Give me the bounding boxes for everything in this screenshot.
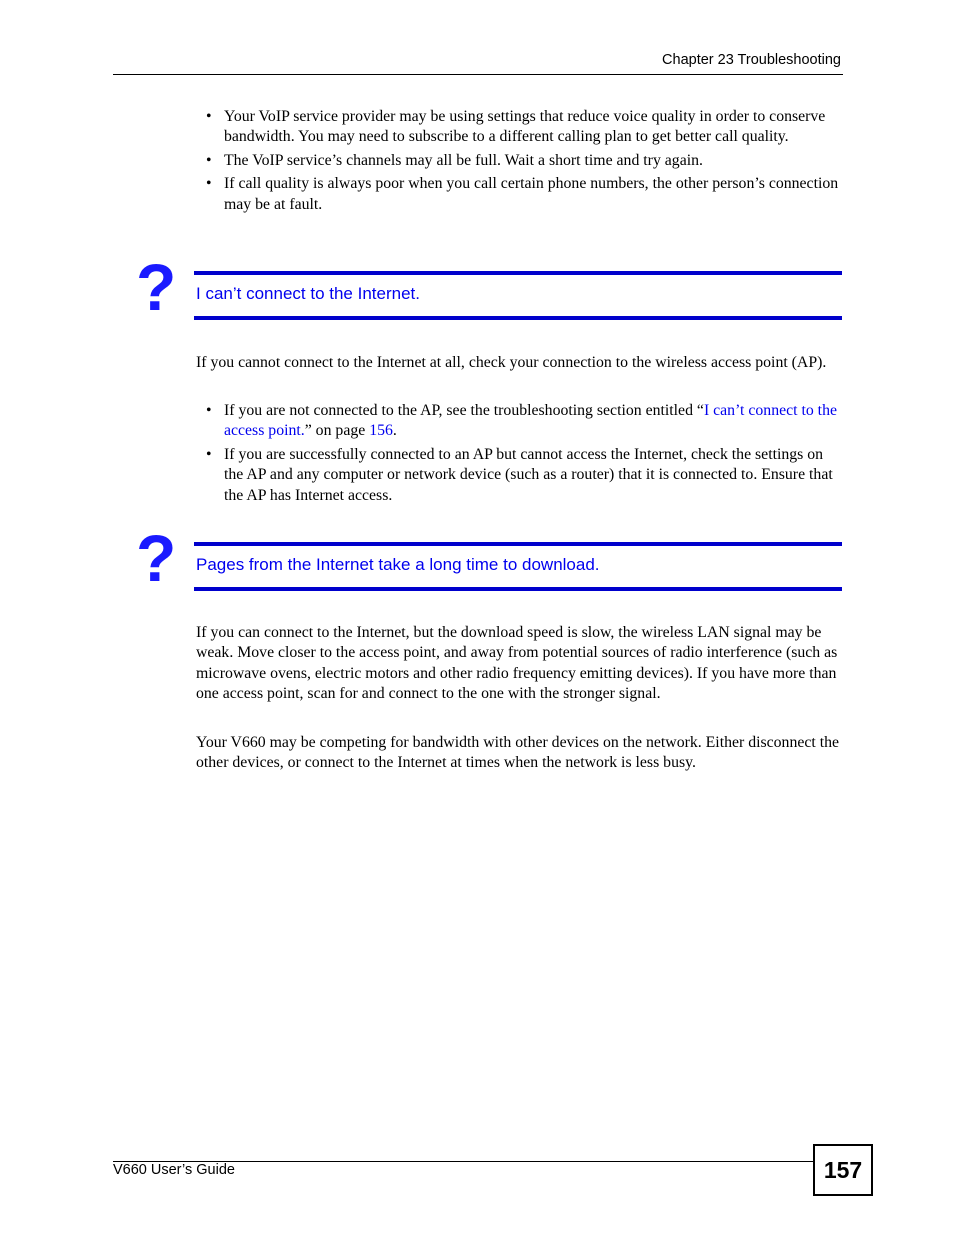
bullet-text-middle: ” on page — [304, 422, 370, 440]
intro-bullet-list — [206, 107, 842, 218]
list-item: • If call quality is always poor when you call certain phone numbers, the other person’s connection may be at fault. — [206, 175, 839, 213]
section-paragraph: Your V660 may be competing for bandwidth with other devices on the network. Either disconnect the other devices, or connect to the Internet at times when the network is less busy. — [196, 734, 840, 772]
section-bullet-list — [206, 401, 842, 509]
list-item: • Your VoIP service provider may be using settings that reduce voice quality in order to conserve bandwidth. You may need to subscribe to a different calling plan to get better call quality. — [206, 108, 826, 146]
section-title: Pages from the Internet take a long time to download. — [196, 555, 600, 574]
question-mark-icon: ? — [136, 521, 177, 595]
section-paragraph: If you can connect to the Internet, but the download speed is slow, the wireless LAN signal may be weak. Move closer to the access point, and away from potential sources of radio interference (such as microwave ovens, electric motors and other radio frequency emitting devices). If you have more than one access point, scan for and connect to the one with the stronger signal. — [196, 624, 838, 703]
bullet-text: The VoIP service’s channels may all be full. Wait a short time and try again. — [224, 151, 703, 169]
guide-title: V660 User’s Guide — [113, 1162, 235, 1178]
list-item: • If you are not connected to the AP, see the troubleshooting section entitled “I can’t connect to the access point.” on page 156. — [206, 402, 837, 440]
list-item: • The VoIP service’s channels may all be full. Wait a short time and try again. — [206, 151, 703, 169]
chapter-header: Chapter 23 Troubleshooting — [662, 52, 841, 68]
section-bottom-bar — [194, 316, 842, 320]
section-top-bar — [194, 271, 842, 275]
section-paragraph: If you cannot connect to the Internet at all, check your connection to the wireless access point (AP). — [196, 354, 827, 371]
header-rule — [113, 74, 843, 75]
bullet-text: If you are successfully connected to an AP but cannot access the Internet, check the settings on the AP and any computer or network device (such as a router) that it is connected to. Ensure that the AP has Internet access. — [224, 445, 833, 504]
list-item: • If you are successfully connected to an AP but cannot access the Internet, check the settings on the AP and any computer or network device (such as a router) that it is connected to. Ensure that the AP has Internet access. — [206, 445, 833, 504]
question-mark-icon: ? — [136, 250, 177, 324]
section-top-bar — [194, 542, 842, 546]
bullet-text: If call quality is always poor when you call certain phone numbers, the other person’s connection may be at fault. — [224, 175, 839, 213]
section-bottom-bar — [194, 587, 842, 591]
page-number: 157 — [813, 1144, 873, 1196]
page-reference-link[interactable]: 156 — [369, 422, 393, 440]
access-point-section-link[interactable]: I can’t connect to the access point. — [224, 402, 837, 440]
bullet-text-before: If you are not connected to the AP, see the troubleshooting section entitled “ — [224, 402, 704, 419]
section-title: I can’t connect to the Internet. — [196, 284, 420, 303]
bullet-text-after: . — [392, 422, 397, 440]
bullet-text: Your VoIP service provider may be using settings that reduce voice quality in order to conserve bandwidth. You may need to subscribe to a different calling plan to get better call quality. — [224, 108, 826, 146]
